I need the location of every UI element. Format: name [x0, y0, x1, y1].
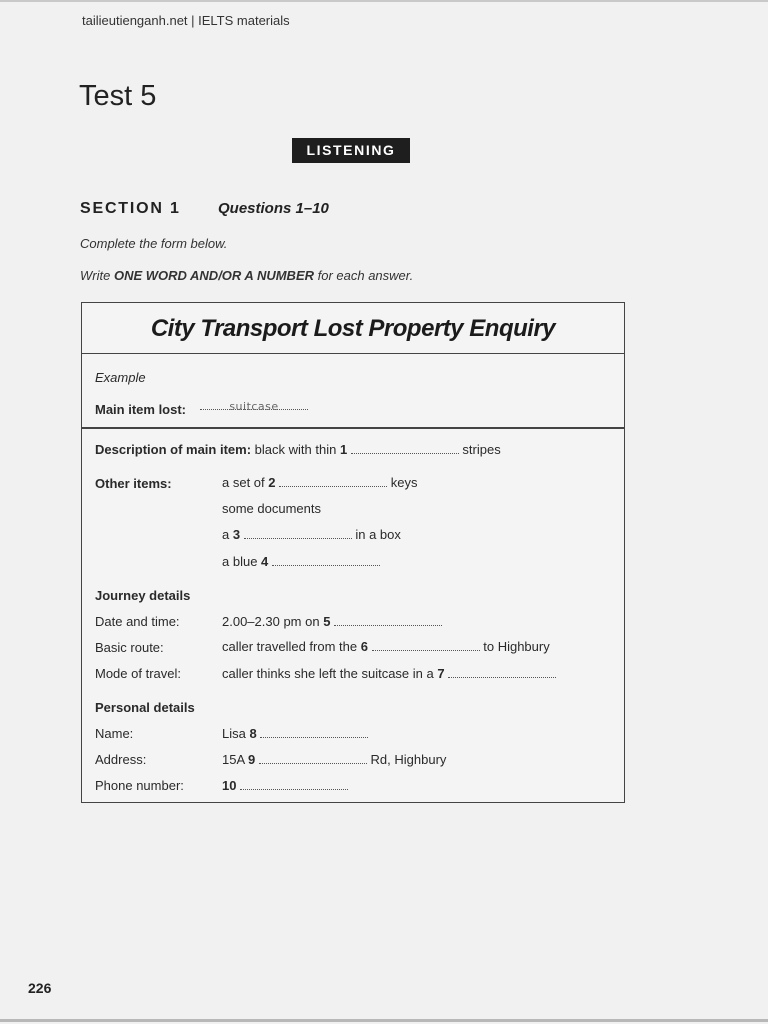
- question-2-number: 2: [268, 475, 276, 490]
- phone-row: [222, 778, 348, 793]
- instruction-line-1: Complete the form below.: [80, 236, 228, 251]
- question-9-number: 9: [248, 752, 256, 767]
- other-item-3: [222, 527, 401, 542]
- other-item-1: [222, 475, 417, 490]
- route-label: Basic route:: [95, 640, 164, 655]
- journey-heading: Journey details: [95, 588, 191, 603]
- question-5-blank[interactable]: [334, 614, 442, 626]
- phone-label: Phone number:: [95, 778, 184, 793]
- other-item-1-after: keys: [390, 475, 418, 490]
- route-text: caller travelled from the: [222, 639, 358, 654]
- other-item-4: [222, 554, 380, 569]
- address-row: [222, 752, 446, 767]
- description-text: black with thin: [254, 442, 337, 457]
- question-6-blank[interactable]: [372, 639, 480, 651]
- question-7-blank[interactable]: [448, 666, 556, 678]
- page-title: Test 5: [79, 80, 157, 112]
- source-header: tailieutienganh.net | IELTS materials: [82, 13, 290, 28]
- question-5-number: 5: [323, 614, 331, 629]
- other-item-3-prefix: a: [222, 527, 230, 542]
- top-border-line: [0, 0, 768, 2]
- main-item-label: Main item lost:: [95, 402, 187, 417]
- enquiry-form: [81, 302, 625, 803]
- instruction-prefix: Write: [80, 268, 114, 283]
- other-item-1-prefix: a set of: [222, 475, 265, 490]
- question-9-blank[interactable]: [259, 752, 367, 764]
- main-item-value: suitcase: [229, 400, 279, 413]
- address-text: 15A: [222, 752, 245, 767]
- question-10-blank[interactable]: [240, 778, 348, 790]
- other-item-3-after: in a box: [355, 527, 401, 542]
- bottom-border-line: [0, 1019, 768, 1022]
- question-4-number: 4: [261, 554, 269, 569]
- question-1-number: 1: [339, 442, 348, 457]
- question-8-blank[interactable]: [260, 726, 368, 738]
- question-2-blank[interactable]: [279, 475, 387, 487]
- listening-badge: LISTENING: [292, 138, 410, 163]
- date-text: 2.00–2.30 pm on: [222, 614, 320, 629]
- personal-heading: Personal details: [95, 700, 195, 715]
- question-3-number: 3: [232, 527, 241, 542]
- question-1-blank[interactable]: [351, 442, 459, 454]
- mode-text: caller thinks she left the suitcase in a: [222, 666, 434, 681]
- mode-row: [222, 666, 556, 681]
- instruction-emphasis: ONE WORD AND/OR A NUMBER: [113, 268, 314, 283]
- question-4-blank[interactable]: [272, 554, 380, 566]
- question-3-blank[interactable]: [244, 527, 352, 539]
- name-row: [222, 726, 368, 741]
- other-item-2: some documents: [222, 501, 321, 516]
- other-items-label: Other items:: [95, 476, 172, 491]
- main-item-blank: [200, 398, 308, 413]
- section-label: SECTION 1: [80, 200, 181, 217]
- instruction-suffix: for each answer.: [314, 268, 414, 283]
- route-after: to Highbury: [483, 639, 550, 654]
- date-label: Date and time:: [95, 614, 180, 629]
- address-after: Rd, Highbury: [370, 752, 447, 767]
- description-row: [95, 442, 501, 457]
- name-text: Lisa: [222, 726, 246, 741]
- question-7-number: 7: [437, 666, 445, 681]
- question-6-number: 6: [360, 639, 368, 654]
- other-item-4-prefix: a blue: [222, 554, 258, 569]
- question-8-number: 8: [249, 726, 257, 741]
- form-title: City Transport Lost Property Enquiry: [82, 303, 624, 354]
- page-number: 226: [28, 980, 52, 996]
- description-after: stripes: [462, 442, 501, 457]
- question-10-number: 10: [222, 778, 237, 793]
- questions-range: Questions 1–10: [218, 200, 329, 217]
- route-row: [222, 639, 550, 654]
- address-label: Address:: [95, 752, 147, 767]
- description-label: Description of main item:: [95, 442, 252, 457]
- main-item-answer: [200, 398, 308, 413]
- instruction-line-2: [80, 268, 413, 283]
- mode-label: Mode of travel:: [95, 666, 181, 681]
- date-row: [222, 614, 442, 629]
- example-label: Example: [95, 370, 146, 385]
- name-label: Name:: [95, 726, 134, 741]
- form-divider: [82, 427, 624, 429]
